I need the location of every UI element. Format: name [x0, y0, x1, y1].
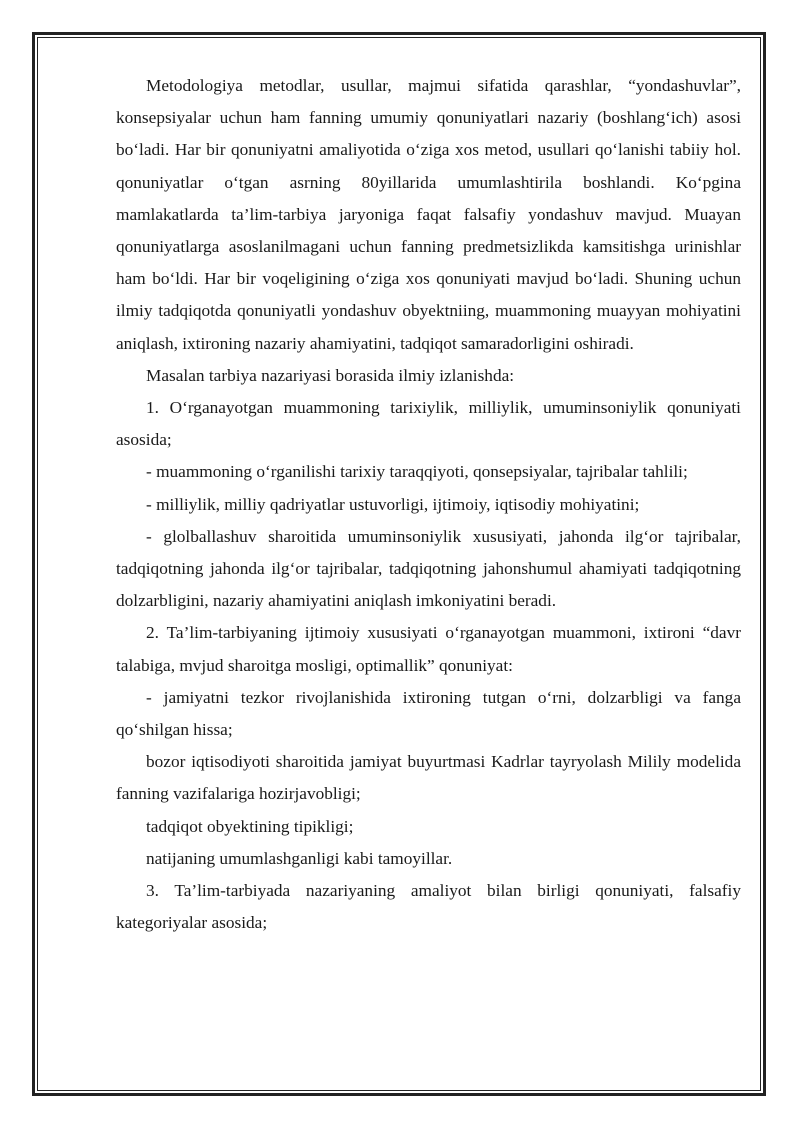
list-subitem-historical: - muammoning o‘rganilishi tarixiy taraqqiyoti, qonsepsiyalar, tajribalar tahlili;: [146, 462, 688, 482]
list-subitem-globalization: - glolballashuv sharoitida umuminsoniylik xususiyati, jahonda ilg‘or tajribalar, tadqiqotning jahonda ilg‘or tajribalar, tadqiqotning jahonshumul ahamiyati tadqiqotning dolzarbligini, nazariy ahamiyatini aniqlash imkoniyatini beradi.: [116, 526, 741, 611]
document-body: [116, 70, 741, 939]
list-item-1: 1. O‘rganayotgan muammoning tarixiylik, milliylik, umuminsoniylik qonuniyati asosida;: [116, 398, 741, 450]
paragraph-methodology-intro: Metodologiya metodlar, usullar, majmui sifatida qarashlar, “yondashuvlar”, konsepsiyalar uchun ham fanning umumiy qonuniyatlari nazariy (boshlang‘ich) asosi bo‘ladi. Har bir qonuniyatni amaliyotida o‘ziga xos metod, usullari qo‘lanishi tabiiy hol. qonuniyatlar o‘tgan asrning 80yillarida umumlashtirila boshlandi. Ko‘pgina mamlakatlarda ta’lim-tarbiya jaryoniga faqat falsafiy yondashuv mavjud. Muayan qonuniyatlarga asoslanilmagani uchun fanning predmetsizlikda kamsitishga urinishlar ham bo‘ldi. Har bir voqeligining o‘ziga xos qonuniyati mavjud bo‘ladi. Shuning uchun ilmiy tadqiqotda qonuniyatli yondashuv obyektniing, muammoning muayyan mohiyatini aniqlash, ixtironing nazariy ahamiyatini, tadqiqot samaradorligini oshiradi.: [116, 76, 741, 353]
list-item-3: 3. Ta’lim-tarbiyada nazariyaning amaliyot bilan birligi qonuniyati, falsafiy kategoriyalar asosida;: [116, 881, 741, 933]
paragraph-object-typicality: tadqiqot obyektining tipikligi;: [146, 816, 354, 836]
list-subitem-development: - jamiyatni tezkor rivojlanishida ixtironing tutgan o‘rni, dolzarbligi va fanga qo‘shilgan hissa;: [116, 687, 741, 740]
paragraph-example-lead: Masalan tarbiya nazariyasi borasida ilmiy izlanishda:: [146, 365, 515, 385]
paragraph-market-economy: bozor iqtisodiyoti sharoitida jamiyat buyurtmasi Kadrlar tayryolash Milily modelida fanning vazifalariga hozirjavobligi;: [116, 752, 741, 804]
list-subitem-national: - milliylik, milliy qadriyatlar ustuvorligi, ijtimoiy, iqtisodiy mohiyatini;: [146, 494, 640, 514]
paragraph-generalization: natijaning umumlashganligi kabi tamoyillar.: [146, 848, 453, 868]
list-item-2: 2. Ta’lim-tarbiyaning ijtimoiy xususiyati o‘rganayotgan muammoni, ixtironi “davr talabiga, mvjud sharoitga mosligi, optimallik” qonuniyat:: [116, 623, 741, 675]
